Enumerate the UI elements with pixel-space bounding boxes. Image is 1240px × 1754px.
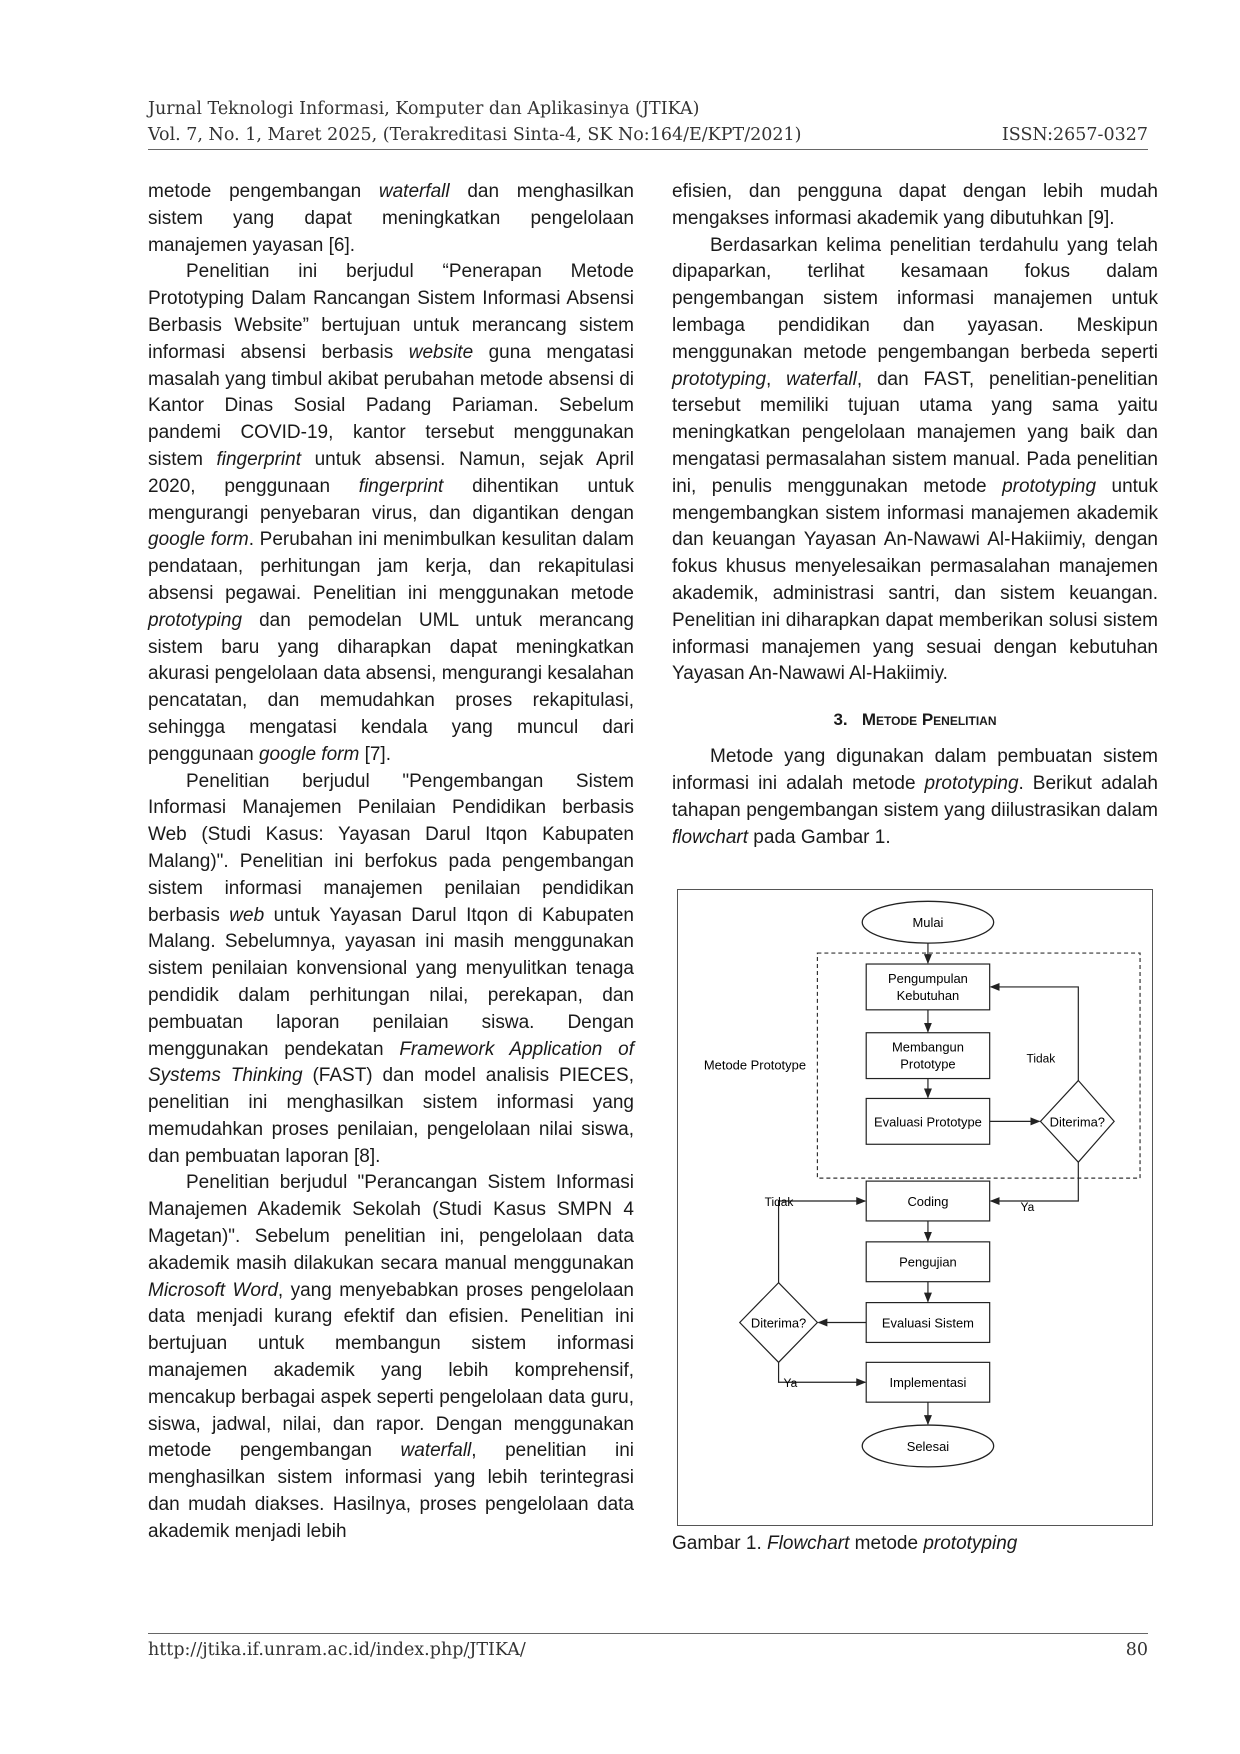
volume-info: Vol. 7, No. 1, Maret 2025, (Terakreditasi Sinta-4, SK No:164/E/KPT/2021) (148, 125, 802, 145)
journal-url[interactable]: http://jtika.if.unram.ac.id/index.php/JTIKA/ (148, 1640, 526, 1660)
branch-yes-2: Ya (783, 1376, 798, 1391)
page-footer (148, 1640, 1148, 1660)
paragraph: Penelitian berjudul "Pengembangan Sistem Informasi Manajemen Penilaian Pendidikan berbasis Web (Studi Kasus: Yayasan Darul Itqon Kabupaten Malang)". Penelitian ini berfokus pada pengembangan sistem informasi manajemen penilaian pendidikan berbasis web untuk Yayasan Darul Itqon di Kabupaten Malang. Sebelumnya, yayasan ini masih menggunakan sistem penilaian konvensional yang menyulitkan tenaga pendidik dalam perhitungan nilai, perekapan, dan pembuatan laporan penilaian siswa. Dengan menggunakan pendekatan Framework Application of Systems Thinking (FAST) dan model analisis PIECES, penelitian ini menghasilkan sistem informasi yang memudahkan proses penilaian, pengelolaan nilai siswa, dan pembuatan laporan [8]. (148, 770, 634, 1167)
issn: ISSN:2657-0327 (1001, 125, 1148, 145)
coding-label: Coding (907, 1194, 949, 1210)
header-rule (148, 149, 1148, 150)
collect-label-1: Pengumpulan (888, 970, 968, 986)
decision-label-2: Diterima? (750, 1315, 807, 1331)
figure-flowchart (677, 889, 1153, 1526)
paragraph: Metode yang digunakan dalam pembuatan sistem informasi ini adalah metode prototyping. Berikut adalah tahapan pengembangan sistem yang diilustrasikan dalam flowchart pada Gambar 1. (672, 746, 1158, 848)
branch-no-1: Tidak (1026, 1051, 1056, 1066)
paragraph: Penelitian ini berjudul “Penerapan Metode Prototyping Dalam Rancangan Sistem Informasi Absensi Berbasis Website” bertujuan untuk merancang sistem informasi absensi berbasis website guna mengatasi masalah yang timbul akibat perubahan metode absensi di Kantor Dinas Sosial Padang Pariaman. Sebelum pandemi COVID-19, kantor tersebut menggunakan sistem fingerprint untuk absensi. Namun, sejak April 2020, penggunaan fingerprint dihentikan untuk mengurangi penyebaran virus, dan digantikan dengan google form. Perubahan ini menimbulkan kesulitan dalam pendataan, perhitungan jam kerja, dan rekapitulasi absensi pegawai. Penelitian ini menggunakan metode prototyping dan pemodelan UML untuk merancang sistem baru yang diharapkan dapat meningkatkan akurasi pengelolaan data absensi, mengurangi kesalahan pencatatan, dan memudahkan proses rekapitulasi, sehingga mengatasi kendala yang muncul dari penggunaan google form [7]. (148, 261, 634, 765)
build-label-1: Membangun (891, 1039, 964, 1055)
method-group-label: Metode Prototype (703, 1057, 807, 1073)
testing-label: Pengujian (899, 1254, 957, 1270)
section-heading (672, 708, 1158, 732)
collect-label-2: Kebutuhan (896, 987, 960, 1003)
implementation-label: Implementasi (889, 1375, 967, 1391)
branch-yes-1: Ya (1020, 1199, 1035, 1214)
paragraph: Penelitian berjudul "Perancangan Sistem Informasi Manajemen Akademik Sekolah (Studi Kasus SMPN 4 Magetan)". Sebelum penelitian ini, pengelolaan data akademik masih dilakukan secara manual menggunakan Microsoft Word, yang menyebabkan proses pengelolaan data menjadi kurang efektif dan efisien. Penelitian ini bertujuan untuk membangun sistem informasi manajemen akademik yang lebih komprehensif, mencakup berbagai aspek seperti pengelolaan data guru, siswa, jadwal, nilai, dan rapor. Dengan menggunakan metode pengembangan waterfall, penelitian ini menghasilkan sistem informasi yang lebih terintegrasi dan mudah diakses. Hasilnya, proses pengelolaan data akademik menjadi lebih (148, 1172, 634, 1542)
flowchart-svg (678, 890, 1152, 1525)
branch-no-2: Tidak (764, 1195, 794, 1210)
section-title: Metode Penelitian (861, 710, 997, 730)
build-label-2: Prototype (900, 1056, 956, 1072)
paragraph: metode pengembangan waterfall dan menghasilkan sistem yang dapat meningkatkan pengelolaan manajemen yayasan [6]. (148, 181, 634, 256)
page-number: 80 (1125, 1640, 1148, 1660)
right-column (672, 179, 1158, 851)
section-number: 3. (833, 710, 848, 730)
end-label: Selesai (906, 1438, 950, 1454)
start-label: Mulai (912, 915, 944, 931)
journal-title: Jurnal Teknologi Informasi, Komputer dan Aplikasinya (JTIKA) (148, 99, 700, 119)
evaluate-system-label: Evaluasi Sistem (881, 1315, 974, 1331)
left-column (148, 179, 634, 1546)
footer-rule (148, 1633, 1148, 1634)
paragraph: Berdasarkan kelima penelitian terdahulu yang telah dipaparkan, terlihat kesamaan fokus dalam pengembangan sistem informasi manajemen untuk lembaga pendidikan dan yayasan. Meskipun menggunakan metode pengembangan berbeda seperti prototyping, waterfall, dan FAST, penelitian-penelitian tersebut memiliki tujuan utama yang sama yaitu meningkatkan pengelolaan manajemen yang baik dan mengatasi permasalahan sistem manual. Pada penelitian ini, penulis menggunakan metode prototyping untuk mengembangkan sistem informasi manajemen akademik dan keuangan Yayasan An-Nawawi Al-Hakiimiy, dengan fokus khusus menyelesaikan permasalahan manajemen akademik, administrasi santri, dan sistem keuangan. Penelitian ini diharapkan dapat memberikan solusi sistem informasi manajemen yang sesuai dengan kebutuhan Yayasan An-Nawawi Al-Hakiimiy. (672, 234, 1159, 685)
paragraph: efisien, dan pengguna dapat dengan lebih mudah mengakses informasi akademik yang dibutuhkan [9]. (672, 181, 1158, 229)
evaluate-prototype-label: Evaluasi Prototype (874, 1114, 982, 1130)
figure-caption: Gambar 1. Flowchart metode prototyping (672, 1533, 1018, 1554)
decision-label-1: Diterima? (1049, 1114, 1105, 1130)
running-header (148, 96, 1148, 148)
